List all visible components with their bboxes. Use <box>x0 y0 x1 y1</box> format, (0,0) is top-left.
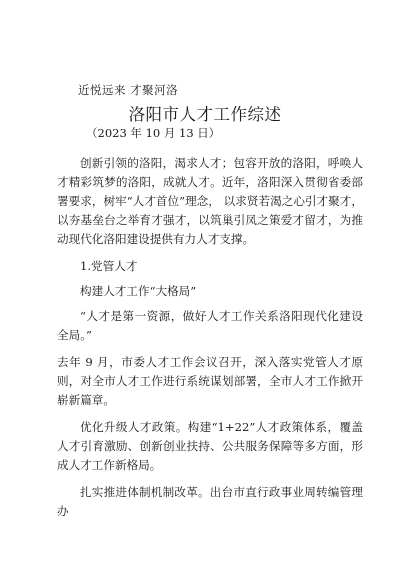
article-date: （2023 年 10 月 13 日） <box>86 126 221 140</box>
paragraph-quote: “人才是第一资源，做好人才工作关系洛阳现代化建设全局。” <box>57 309 363 342</box>
paragraph-intro: 创新引领的洛阳，渴求人才；包容开放的洛阳，呼唤人才精彩筑梦的洛阳，成就人才。近年，洛阳深入贯彻省委部署要求，树牢“人才首位”理念， 以求贤若渴之心引才聚才，以夯基垒台之举育才强才，以筑巢引凤之策爱才留才，为推动现代化洛阳建设提供有力人才支撑。 <box>57 156 363 246</box>
article-kicker: 近悦远来 才聚河洛 <box>78 83 179 97</box>
article-title: 洛阳市人才工作综述 <box>128 105 282 124</box>
section-subheading: 构建人才工作“大格局” <box>80 284 197 298</box>
article-body <box>57 154 363 529</box>
paragraph-policy: 优化升级人才政策。构建“1+22”人才政策体系，覆盖人才引育激励、创新创业扶持、公共服务保障等多方面，形成人才工作新格局。 <box>57 420 363 472</box>
paragraph-reform: 扎实推进体制机制改革。出台市直行政事业周转编管理办 <box>57 485 363 518</box>
paragraph-meeting: 去年 9 月，市委人才工作会议召开，深入落实党管人才原则，对全市人才工作进行系统谋划部署，全市人才工作掀开崭新篇章。 <box>57 355 363 407</box>
section-heading: 1.党管人才 <box>80 259 138 273</box>
